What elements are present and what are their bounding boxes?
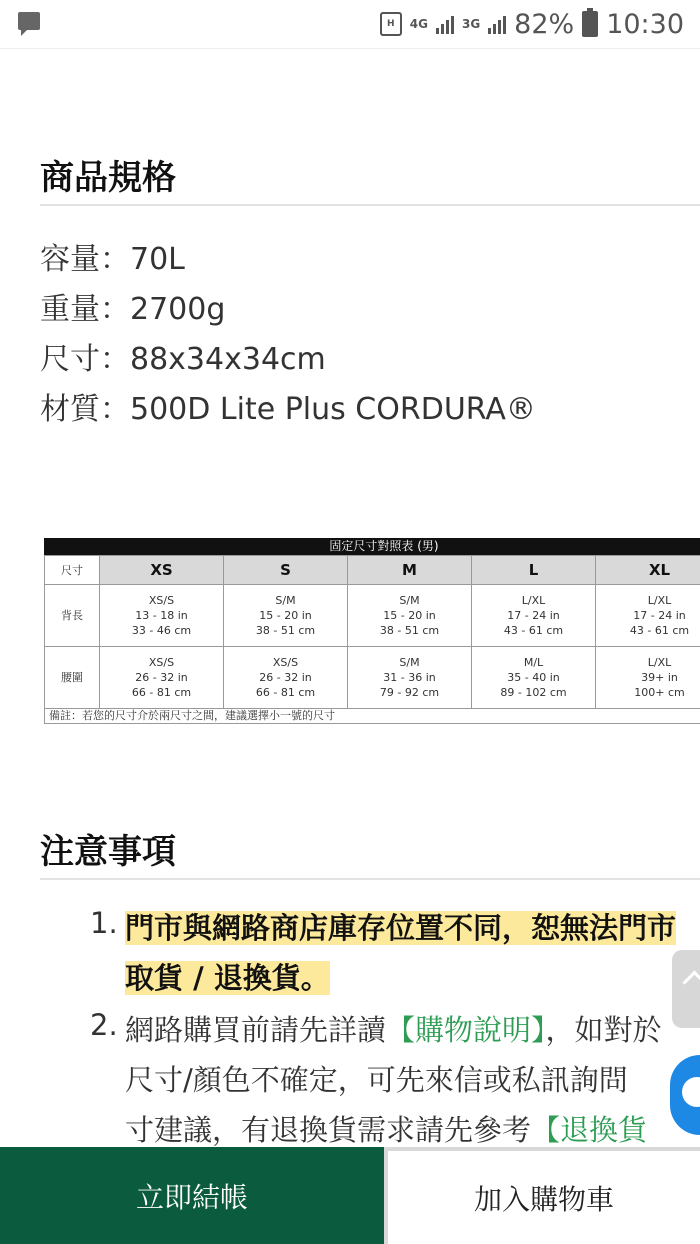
return-policy-link[interactable]: 【退換貨 bbox=[531, 1113, 648, 1147]
size-chart-title: 固定尺寸對照表 (男) bbox=[44, 538, 700, 555]
size-header-m: M bbox=[347, 555, 472, 585]
signal-strength-icon-2 bbox=[488, 14, 506, 34]
size-cell: XS/S 26 - 32 in 66 - 81 cm bbox=[223, 646, 348, 709]
specs-title: 商品規格 bbox=[40, 158, 176, 198]
note-2-line-2: 尺寸/顏色不確定，可先來信或私訊詢問 bbox=[125, 1063, 628, 1097]
bottom-action-bar bbox=[0, 1147, 700, 1244]
note-1-highlight: 門市與網路商店庫存位置不同，恕無法門市 bbox=[125, 911, 677, 945]
row-label-waist: 腰圍 bbox=[44, 646, 100, 709]
size-header-xs: XS bbox=[99, 555, 224, 585]
notes-divider bbox=[40, 878, 700, 880]
note-2-line-1: 網路購買前請先詳讀【購物說明】，如對於 bbox=[125, 1013, 662, 1047]
size-cell: M/L 35 - 40 in 89 - 102 cm bbox=[471, 646, 596, 709]
note-2-line-3: 寸建議，有退換貨需求請先參考【退換貨 bbox=[125, 1113, 648, 1147]
notes-title: 注意事項 bbox=[40, 832, 176, 872]
network-3g-label: 3G bbox=[461, 17, 481, 31]
add-to-cart-button[interactable]: 加入購物車 bbox=[384, 1147, 700, 1244]
spec-dimensions: 尺寸：88x34x34cm bbox=[40, 342, 326, 377]
spec-capacity: 容量：70L bbox=[40, 242, 185, 277]
size-cell: S/M 31 - 36 in 79 - 92 cm bbox=[347, 646, 472, 709]
size-header-xl: XL bbox=[595, 555, 700, 585]
specs-divider bbox=[40, 204, 700, 206]
size-cell: S/M 15 - 20 in 38 - 51 cm bbox=[223, 584, 348, 647]
note-1-highlight-2: 取貨 / 退換貨。 bbox=[125, 961, 330, 995]
sim-card-icon: H bbox=[380, 12, 402, 36]
signal-strength-icon bbox=[436, 14, 454, 34]
note-1-number: 1. bbox=[90, 906, 118, 940]
size-cell: L/XL 17 - 24 in 43 - 61 cm bbox=[471, 584, 596, 647]
size-cell: XS/S 26 - 32 in 66 - 81 cm bbox=[99, 646, 224, 709]
row-label-back-length: 背長 bbox=[44, 584, 100, 647]
size-chart bbox=[44, 538, 700, 724]
battery-icon bbox=[582, 11, 598, 37]
size-cell: L/XL 17 - 24 in 43 - 61 cm bbox=[595, 584, 700, 647]
size-cell: S/M 15 - 20 in 38 - 51 cm bbox=[347, 584, 472, 647]
size-header-s: S bbox=[223, 555, 348, 585]
size-cell: L/XL 39+ in 100+ cm bbox=[595, 646, 700, 709]
size-cell: XS/S 13 - 18 in 33 - 46 cm bbox=[99, 584, 224, 647]
note-2-number: 2. bbox=[90, 1008, 118, 1042]
note-1-line-2 bbox=[125, 956, 330, 997]
size-chart-corner: 尺寸 bbox=[44, 555, 100, 585]
clock: 10:30 bbox=[606, 8, 684, 40]
size-header-l: L bbox=[471, 555, 596, 585]
note-1-line-1 bbox=[125, 906, 676, 947]
status-indicators bbox=[380, 6, 684, 42]
chat-messenger-button[interactable] bbox=[670, 1055, 700, 1135]
message-notification-icon bbox=[18, 12, 40, 30]
purchase-guide-link[interactable]: 【購物說明】 bbox=[386, 1013, 546, 1047]
scroll-to-top-button[interactable] bbox=[672, 950, 700, 1028]
size-chart-note: 備註：若您的尺寸介於兩尺寸之間，建議選擇小一號的尺寸 bbox=[44, 708, 700, 724]
checkout-button[interactable]: 立即結帳 bbox=[0, 1147, 384, 1244]
network-4g-label: 4G bbox=[409, 17, 428, 31]
status-bar bbox=[0, 0, 700, 49]
spec-weight: 重量：2700g bbox=[40, 292, 226, 327]
battery-percent: 82% bbox=[514, 8, 575, 40]
spec-material: 材質：500D Lite Plus CORDURA® bbox=[40, 392, 536, 427]
